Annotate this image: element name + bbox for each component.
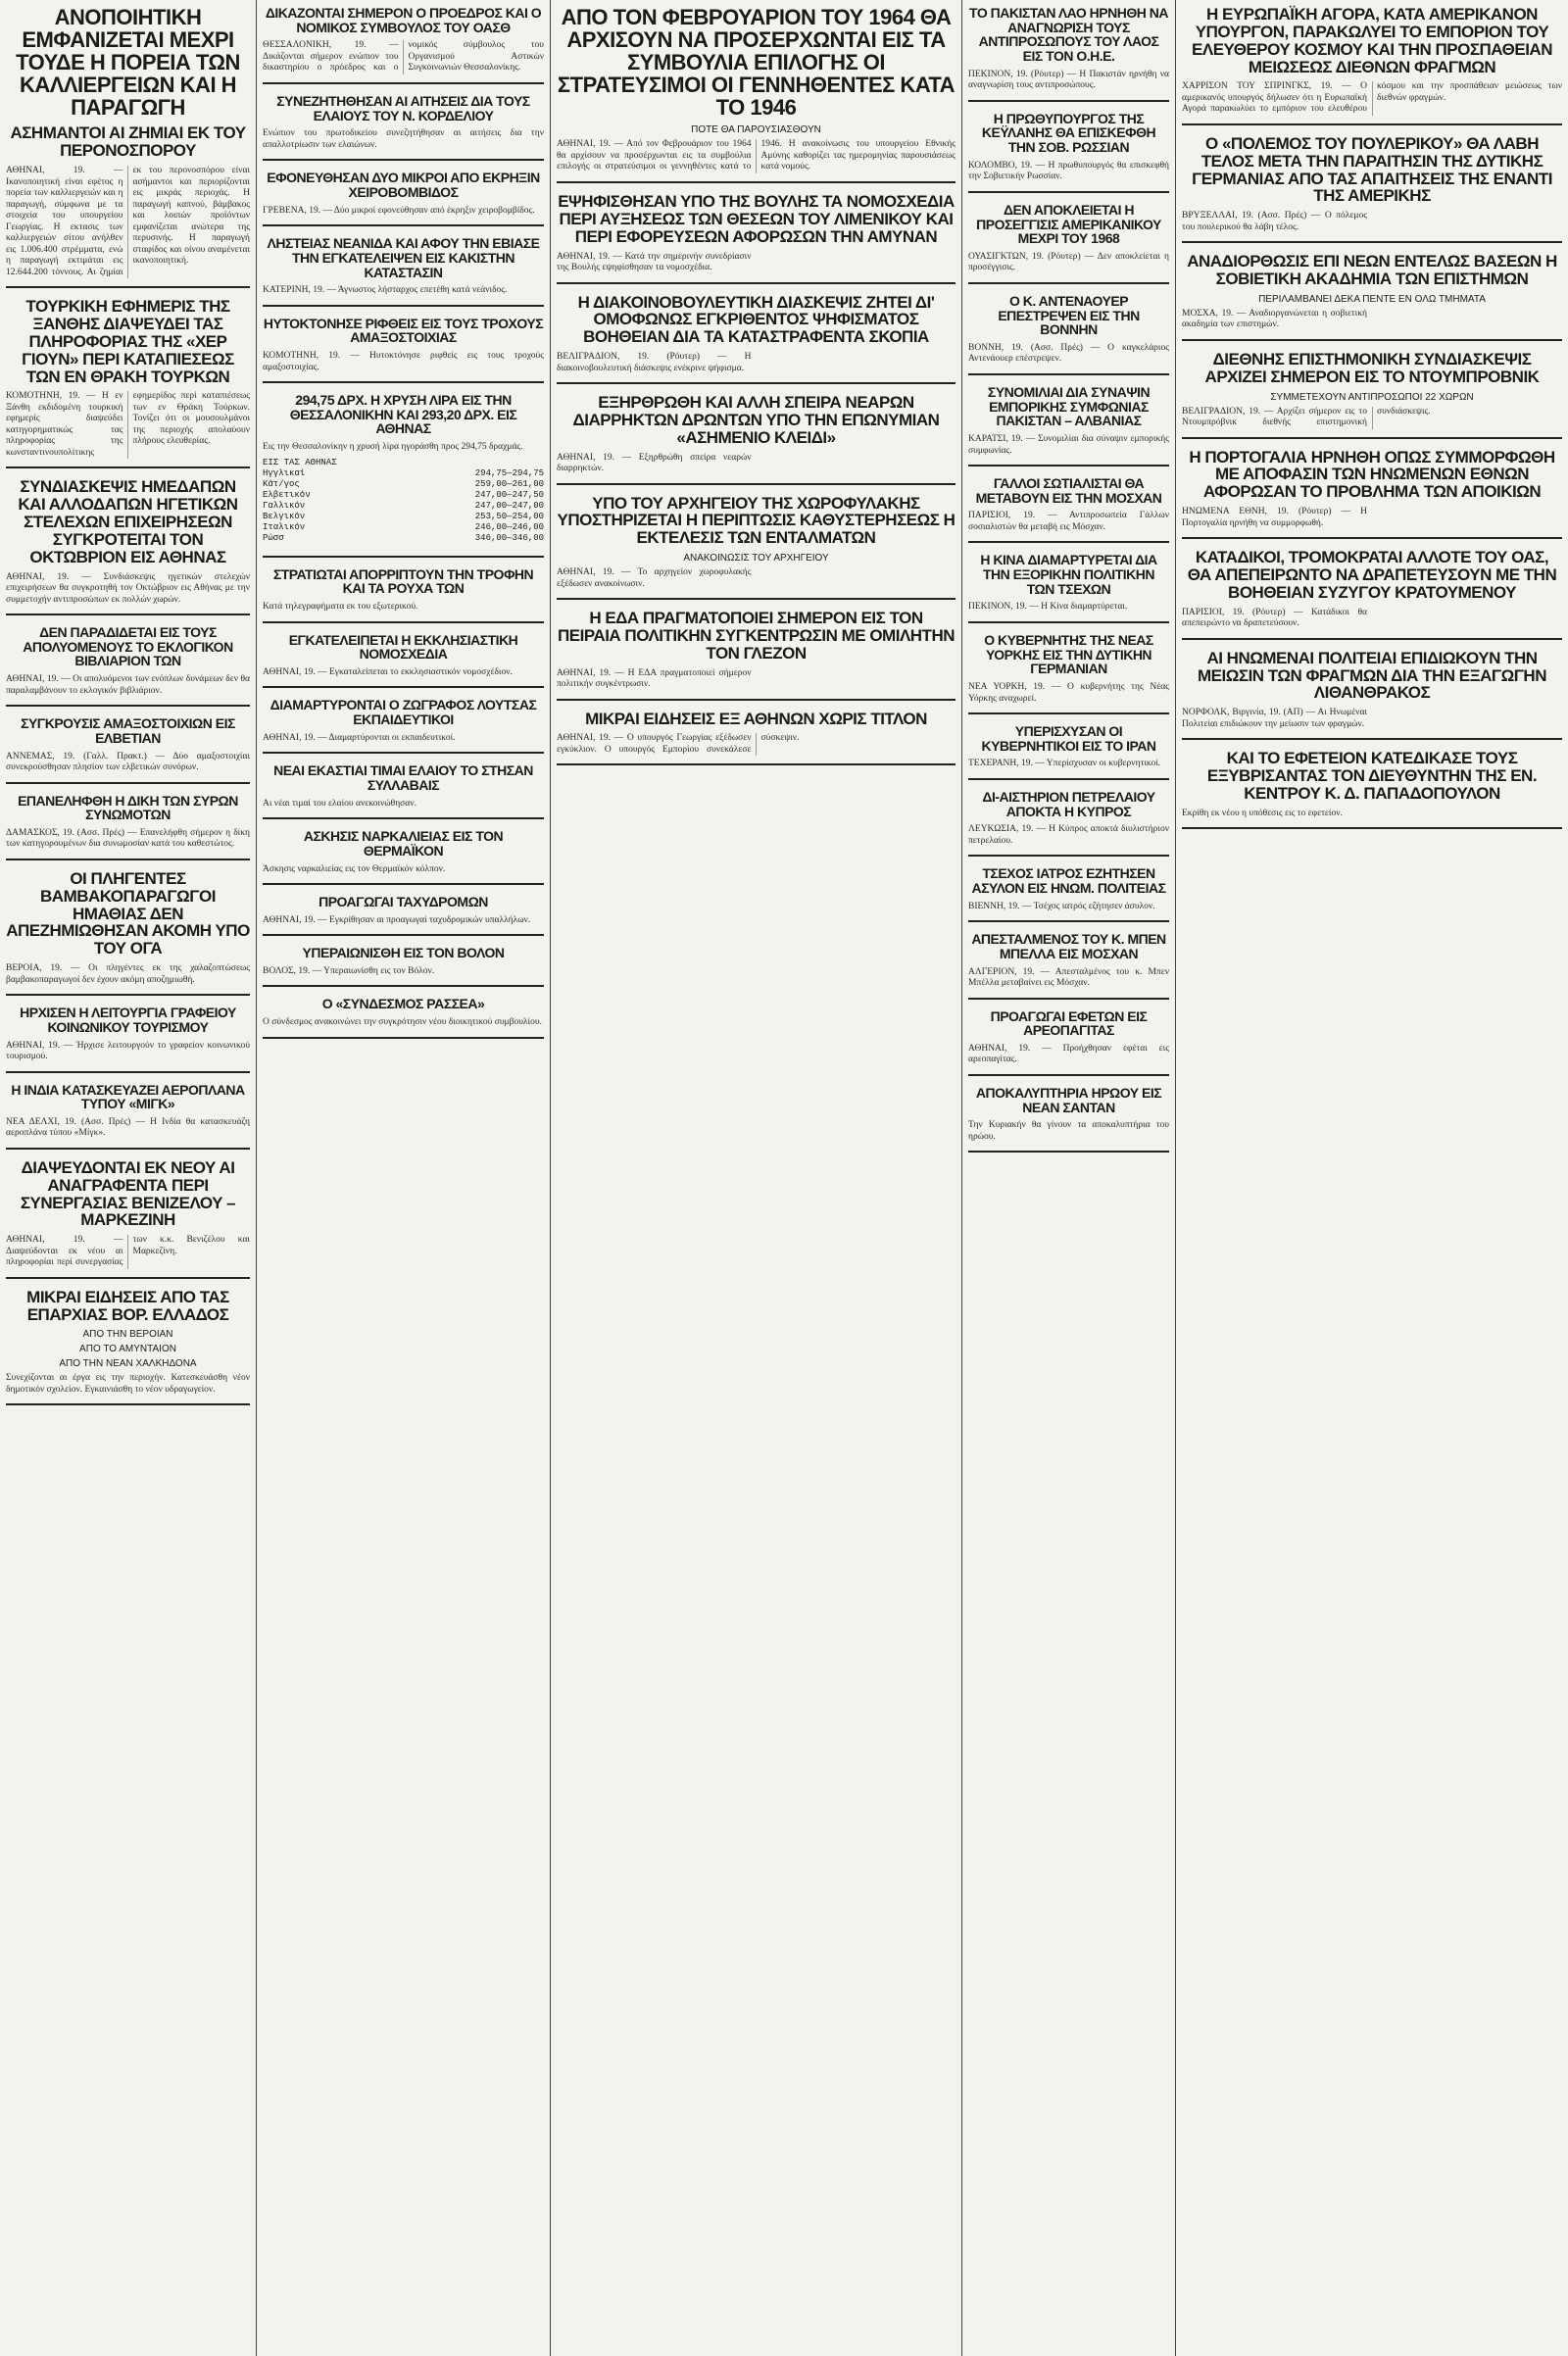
article-chicken-war xyxy=(1182,135,1562,243)
article-body: ΠΕΚΙΝΟΝ, 19. — Η Κίνα διαμαρτύρεται. xyxy=(968,602,1128,613)
gold-rate-row: Ηγγλικαί 294,75—294,75 xyxy=(263,467,544,478)
headline: ΣΥΓΚΡΟΥΣΙΣ ΑΜΑΞΟΣΤΟΙΧΙΩΝ ΕΙΣ ΕΛΒΕΤΙΑΝ xyxy=(21,715,235,746)
article-eda-rally xyxy=(557,610,956,701)
headline: ΣΤΡΑΤΙΩΤΑΙ ΑΠΟΡΡΙΠΤΟΥΝ ΤΗΝ ΤΡΟΦΗΝ ΚΑΙ ΤΑ ΡΟΥΧΑ ΤΩΝ xyxy=(272,565,534,597)
article-body: ΗΝΩΜΕΝΑ ΕΘΝΗ, 19. (Ρόυτερ) — Η Πορτογαλία ηρνήθη να συμμορφωθή. xyxy=(1182,507,1367,528)
article-body: ΚΟΜΟΤΗΝΗ, 19. — Η εν Ξάνθη εκδιδομένη τουρκική εφημερίς διαψεύδει κατηγορηματικώς τας πληροφορίας της κωνσταντινουπολίτικης εφημερίδος περί καταπιέσεως των εν Θράκη Τούρκων. Τονίζει ότι οι μουσουλμάνοι της περιοχής απολαύουν πλήρους ελευθερίας. xyxy=(6,391,250,458)
headline: ΕΠΑΝΕΛΗΦΘΗ Η ΔΙΚΗ ΤΩΝ ΣΥΡΩΝ ΣΥΝΩΜΟΤΩΝ xyxy=(18,792,238,823)
article-oasth-trial xyxy=(263,6,544,84)
article-association xyxy=(263,997,544,1038)
gold-rate-row: Ρώσσ 346,00—346,00 xyxy=(263,532,544,543)
article-body: Την Κυριακήν θα γίνουν τα αποκαλυπτήρια του ηρώου. xyxy=(968,1120,1169,1142)
article-ceylon-pm xyxy=(968,112,1169,193)
headline: Ο Κ. ΑΝΤΕΝΑΟΥΕΡ ΕΠΕΣΤΡΕΨΕΝ ΕΙΣ ΤΗΝ ΒΟΝΝΗΝ xyxy=(998,292,1140,338)
article-dubrovnik-conference xyxy=(1182,351,1562,439)
article-election-booklet xyxy=(6,625,250,707)
article-body: ΤΕΧΕΡΑΝΗ, 19. — Υπερίσχυσαν οι κυβερνητικοί. xyxy=(968,759,1161,769)
headline: ΑΝΑΔΙΟΡΘΩΣΙΣ ΕΠΙ ΝΕΩΝ ΕΝΤΕΛΩΣ ΒΑΣΕΩΝ Η ΣΟΒΙΕΤΙΚΗ ΑΚΑΔΗΜΙΑ ΤΩΝ ΕΠΙΣΤΗΜΩΝ xyxy=(1187,252,1557,289)
headline: ΣΥΝΕΖΗΤΗΘΗΣΑΝ ΑΙ ΑΙΤΗΣΕΙΣ ΔΙΑ ΤΟΥΣ ΕΛΑΙΟΥΣ ΤΟΥ Ν. ΚΟΡΔΕΛΙΟΥ xyxy=(276,92,530,123)
headline: ΤΟ ΠΑΚΙΣΤΑΝ ΛΑΟ ΗΡΝΗΘΗ ΝΑ ΑΝΑΓΝΩΡΙΣΗ ΤΟΥΣ ΑΝΤΙΠΡΟΣΩΠΟΥΣ ΤΟΥ ΛΑΟΣ ΕΙΣ ΤΟΝ Ο.Η.Ε. xyxy=(969,5,1168,65)
headline: Η ΕΥΡΩΠΑΪΚΗ ΑΓΟΡΑ, ΚΑΤΑ ΑΜΕΡΙΚΑΝΟΝ ΥΠΟΥΡΓΟΝ, ΠΑΡΑΚΩΛΥΕΙ ΤΟ ΕΜΠΟΡΙΟΝ ΤΟΥ ΕΛΕΥΘΕΡΟΥ ΚΟΣΜΟΥ ΚΑΙ ΤΗΝ ΠΡΟΣΠΑΘΕΙΑΝ ΜΕΙΩΣΕΩΣ ΔΙΕΘΝΩΝ ΦΡΑΓΜΩΝ xyxy=(1192,5,1552,76)
article-body: ΜΟΣΧΑ, 19. — Αναδιοργανώνεται η σοβιετική ακαδημία των επιστημών. xyxy=(1182,308,1367,330)
article-body: ΒΟΝΝΗ, 19. (Ασσ. Πρές) — Ο καγκελάριος Αντενάουερ επέστρεψεν. xyxy=(968,342,1169,365)
headline: ΠΡΟΑΓΩΓΑΙ ΤΑΧΥΔΡΟΜΩΝ xyxy=(318,894,488,909)
article-appeals-court xyxy=(1182,750,1562,829)
headline: ΣΥΝΔΙΑΣΚΕΨΙΣ ΗΜΕΔΑΠΩΝ ΚΑΙ ΑΛΛΟΔΑΠΩΝ ΗΓΕΤΙΚΩΝ ΣΤΕΛΕΧΩΝ ΕΠΙΧΕΙΡΗΣΕΩΝ ΣΥΓΚΡΟΤΕΙΤΑΙ ΤΟΝ ΟΚΤΩΒΡΙΟΝ ΕΙΣ ΑΘΗΝΑΣ xyxy=(18,477,238,566)
section-label: ΑΝΑΚΟΙΝΩΣΙΣ ΤΟΥ ΑΡΧΗΓΕΙΟΥ xyxy=(683,553,829,564)
headline: ΔΙ-ΑΙΣΤΗΡΙΟΝ ΠΕΤΡΕΛΑΙΟΥ ΑΠΟΚΤΑ Η ΚΥΠΡΟΣ xyxy=(982,788,1155,819)
headline: ΕΓΚΑΤΕΛΕΙΠΕΤΑΙ Η ΕΚΚΛΗΣΙΑΣΤΙΚΗ ΝΟΜΟΣΧΕΔΙΑ xyxy=(288,631,518,663)
headline: ΜΙΚΡΑΙ ΕΙΔΗΣΕΙΣ ΑΠΟ ΤΑΣ ΕΠΑΡΧΙΑΣ ΒΟΡ. ΕΛΛΑΔΟΣ xyxy=(26,1287,229,1324)
article-body: ΒΡΥΞΕΛΛΑΙ, 19. (Ασσ. Πρές) — Ο πόλεμος του πουλερικού θα λάβη τέλος. xyxy=(1182,211,1367,232)
article-church-bill xyxy=(263,633,544,689)
article-body: ΑΘΗΝΑΙ, 19. — Η ΕΔΑ πραγματοποιεί σήμερον πολιτικήν συγκέντρωσιν. xyxy=(557,667,752,690)
headline: ΥΠΕΡΑΙΩΝΙΣΘΗ ΕΙΣ ΤΟΝ ΒΟΛΟΝ xyxy=(302,945,505,961)
article-body: Κατά τηλεγραφήματα εκ του εξωτερικού. xyxy=(263,602,418,612)
article-provinces xyxy=(6,1289,250,1406)
section-label: ΑΠΟ ΤΗΝ ΝΕΑΝ ΧΑΛΚΗΔΟΝΑ xyxy=(59,1358,197,1370)
headline: ΛΗΣΤΕΙΑΣ ΝΕΑΝΙΔΑ ΚΑΙ ΑΦΟΥ ΤΗΝ ΕΒΙΑΣΕ ΤΗΝ ΕΓΚΑΤΕΛΕΙΨΕΝ ΕΙΣ ΚΑΚΙΣΤΗΝ ΚΑΤΑΣΤΑΣΙΝ xyxy=(267,235,540,280)
article-pakistan-laos xyxy=(968,6,1169,102)
headline: Η ΠΡΩΘΥΠΟΥΡΓΟΣ ΤΗΣ ΚΕΫΛΑΝΗΣ ΘΑ ΕΠΙΣΚΕΦΘΗ ΤΗΝ ΣΟΒ. ΡΩΣΣΙΑΝ xyxy=(981,110,1156,156)
headline: Η ΠΟΡΤΟΓΑΛΙΑ ΗΡΝΗΘΗ ΟΠΩΣ ΣΥΜΜΟΡΦΩΘΗ ΜΕ ΑΠΟΦΑΣΙΝ ΤΩΝ ΗΝΩΜΕΝΩΝ ΕΘΝΩΝ ΑΦΟΡΩΣΑΝ ΤΟ ΠΡΟΒΛΗΜΑ ΤΩΝ ΑΠΟΙΚΙΩΝ xyxy=(1189,447,1555,502)
article-body: Αι νέαι τιμαί του ελαίου ανεκοινώθησαν. xyxy=(263,798,416,809)
article-robbery xyxy=(263,236,544,307)
headline: ΕΦΟΝΕΥΘΗΣΑΝ ΔΥΟ ΜΙΚΡΟΙ ΑΠΟ ΕΚΡΗΞΙΝ ΧΕΙΡΟΒΟΜΒΙΔΟΣ xyxy=(267,170,540,200)
article-social-tourism xyxy=(6,1006,250,1072)
article-body: ΑΘΗΝΑΙ, 19. — Το αρχηγείον χωροφυλακής εξέδωσεν ανακοίνωσιν. xyxy=(557,567,752,589)
article-body: ΧΑΡΡΙΣΟΝ ΤΟΥ ΣΠΡΙΝΓΚΣ, 19. — Ο αμερικανός υπουργός δήλωσεν ότι η Ευρωπαϊκή Αγορά παρακωλύει το εμπόριον του ελευθέρου κόσμου και την προσπάθειαν μειώσεως των διεθνών φραγμών. xyxy=(1182,81,1562,115)
gold-rate-row: Ιταλικόν 246,00—246,00 xyxy=(263,521,544,532)
article-body: ΑΘΗΝΑΙ, 19. — Ο υπουργός Γεωργίας εξέδωσεν εγκύκλιον. Ο υπουργός Εμπορίου συνεκάλεσε σύσκεψιν. xyxy=(557,733,800,755)
section-label: ΑΠΟ ΤΗΝ ΒΕΡΟΙΑΝ xyxy=(82,1329,173,1341)
headline: ΤΟΥΡΚΙΚΗ ΕΦΗΜΕΡΙΣ ΤΗΣ ΞΑΝΘΗΣ ΔΙΑΨΕΥΔΕΙ ΤΑΣ ΠΛΗΡΟΦΟΡΙΑΣ ΤΗΣ «ΧΕΡ ΓΙΟΥΝ» ΠΕΡΙ ΚΑΤΑΠΙΕΣΕΩΣ ΤΩΝ ΕΝ ΘΡΑΚΗ ΤΟΥΡΚΩΝ xyxy=(22,297,234,386)
article-body: ΑΝΝΕΜΑΣ, 19. (Γαλλ. Πρακτ.) — Δύο αμαξοστοιχίαι συνεκρούσθησαν πλησίον των ελβετικών συνόρων. xyxy=(6,751,250,773)
article-ben-bella-envoy xyxy=(968,932,1169,999)
gold-rate-row: Ελβετικόν 247,00—247,50 xyxy=(263,489,544,500)
headline: ΔΙΕΘΝΗΣ ΕΠΙΣΤΗΜΟΝΙΚΗ ΣΥΝΔΙΑΣΚΕΨΙΣ ΑΡΧΙΖΕΙ ΣΗΜΕΡΟΝ ΕΙΣ ΤΟ ΝΤΟΥΜΠΡΟΒΝΙΚ xyxy=(1204,349,1540,386)
article-monument xyxy=(968,1086,1169,1153)
headline: ΔΙΑΜΑΡΤΥΡΟΝΤΑΙ Ο ΖΩΓΡΑΦΟΣ ΛΟΥΤΣΑΣ ΕΚΠΑΙΔΕΥΤΙΚΟΙ xyxy=(270,697,537,728)
article-body: ΑΘΗΝΑΙ, 19. — Ικανοποιητική είναι εφέτος η πορεία των καλλιεργειών και η παραγωγή, σύμφωνα με τα στοιχεία του υπουργείου Γεωργίας. Η εκτασις των καλλιεργειών σίτου ανήλθεν εις 1.006.400 στρέμματα, ενώ η παραγωγή εκτιμάται εις 12.644.200 τόννους. Αι ζημίαι εκ του περονοσπόρου είναι ασήμαντοι και περιορίζονται εις μικράς περιοχάς. Η παραγωγή καπνού, βάμβακος και λοιπών προϊόντων εμφανίζεται ανώτερα της περυσινής. Η παραγωγή σταφίδος και οίνου αναμένεται ικανοποιητική. xyxy=(6,166,250,277)
article-minesweeping xyxy=(263,829,544,885)
article-body: ΚΑΤΕΡΙΝΗ, 19. — Άγνωστος λήσταρχος επετέθη κατά νεάνιδος. xyxy=(263,285,508,296)
column-4 xyxy=(962,0,1176,2356)
article-body: ΓΡΕΒΕΝΑ, 19. — Δύο μικροί εφονεύθησαν από έκρηξιν χειροβομβίδος. xyxy=(263,205,535,216)
article-body: ΠΑΡΙΣΙΟΙ, 19. — Αντιπροσωπεία Γάλλων σοσιαλιστών θα μεταβή εις Μόσχαν. xyxy=(968,511,1169,532)
article-body: Συνεχίζονται αι έργα εις την περιοχήν. Κατεσκευάσθη νέον δημοτικόν σχολείον. Εγκαινιάσθη το νέον υδραγωγείον. xyxy=(6,1373,250,1395)
headline: ΠΡΟΑΓΩΓΑΙ ΕΦΕΤΩΝ ΕΙΣ ΑΡΕΟΠΑΓΙΤΑΣ xyxy=(990,1007,1148,1039)
article-oil-prices xyxy=(263,763,544,819)
article-body: ΑΘΗΝΑΙ, 19. — Κατά την σημερινήν συνεδρίασιν της Βουλής εψηφίσθησαν τα νομοσχέδια. xyxy=(557,251,752,272)
column-5 xyxy=(1176,0,1568,2356)
article-portugal-colonies xyxy=(1182,449,1562,540)
column-3 xyxy=(551,0,962,2356)
article-judges-promotions xyxy=(968,1009,1169,1076)
headline: ΥΠΕΡΙΣΧΥΣΑΝ ΟΙ ΚΥΒΕΡΝΗΤΙΚΟΙ ΕΙΣ ΤΟ ΙΡΑΝ xyxy=(981,723,1156,754)
headline: ΑΠΟ ΤΟΝ ΦΕΒΡΟΥΑΡΙΟΝ ΤΟΥ 1964 ΘΑ ΑΡΧΙΣΟΥΝ ΝΑ ΠΡΟΣΕΡΧΩΝΤΑΙ ΕΙΣ ΤΑ ΣΥΜΒΟΥΛΙΑ ΕΠΙΛΟΓΗΣ ΟΙ ΣΤΡΑΤΕΥΣΙΜΟΙ ΟΙ ΓΕΝΝΗΘΕΝΤΕΣ ΚΑΤΑ ΤΟ 1946 xyxy=(557,5,956,121)
article-czech-doctor xyxy=(968,866,1169,922)
column-1 xyxy=(0,0,257,2356)
headline: Η ΚΙΝΑ ΔΙΑΜΑΡΤΥΡΕΤΑΙ ΔΙΑ ΤΗΝ ΕΞΟΡΙΚΗΝ ΠΟΛΙΤΙΚΗΝ ΤΩΝ ΤΣΕΧΩΝ xyxy=(980,552,1157,597)
article-crops xyxy=(6,6,250,288)
article-body: ΑΘΗΝΑΙ, 19. — Εξηρθρώθη σπείρα νεαρών διαρρηκτών. xyxy=(557,452,752,474)
article-body: ΟΥΑΣΙΓΚΤΩΝ, 19. (Ρόυτερ) — Δεν αποκλείεται η προσέγγισις. xyxy=(968,251,1169,273)
headline: ΕΞΗΡΘΡΩΘΗ ΚΑΙ ΑΛΛΗ ΣΠΕΙΡΑ ΝΕΑΡΩΝ ΔΙΑΡΡΗΚΤΩΝ ΔΡΩΝΤΩΝ ΥΠΟ ΤΗΝ ΕΠΩΝΥΜΙΑΝ «ΑΣΗΜΕΝΙΟ ΚΛΕΙΔΙ» xyxy=(572,393,940,447)
headline: 294,75 ΔΡΧ. Η ΧΡΥΣΗ ΛΙΡΑ ΕΙΣ ΤΗΝ ΘΕΣΣΑΛΟΝΙΚΗΝ ΚΑΙ 293,20 ΔΡΧ. ΕΙΣ ΑΘΗΝΑΣ xyxy=(289,392,517,437)
headline: Η ΕΔΑ ΠΡΑΓΜΑΤΟΠΟΙΕΙ ΣΗΜΕΡΟΝ ΕΙΣ ΤΟΝ ΠΕΙΡΑΙΑ ΠΟΛΙΤΙΚΗΝ ΣΥΓΚΕΝΤΡΩΣΙΝ ΜΕ ΟΜΙΛΗΤΗΝ ΤΟΝ ΓΛΕΖΟΝ xyxy=(558,609,955,663)
article-body: ΒΕΛΙΓΡΑΔΙΟΝ, 19. — Αρχίζει σήμερον εις το Ντουμπρόβνικ διεθνής επιστημονική συνδιάσκεψις. xyxy=(1182,406,1431,428)
headline: ΕΨΗΦΙΣΘΗΣΑΝ ΥΠΟ ΤΗΣ ΒΟΥΛΗΣ ΤΑ ΝΟΜΟΣΧΕΔΙΑ ΠΕΡΙ ΑΥΞΗΣΕΩΣ ΤΩΝ ΘΕΣΕΩΝ ΤΟΥ ΛΙΜΕΝΙΚΟΥ ΚΑΙ ΠΕΡΙ ΕΦΟΡΕΥΣΕΩΝ ΑΦΟΡΩΣΩΝ ΤΗΝ ΑΜΥΝΑΝ xyxy=(558,191,955,246)
article-body: ΑΘΗΝΑΙ, 19. — Συνδιάσκεψις ηγετικών στελεχών επιχειρήσεων θα συγκροτηθή τον Οκτώβριον εις Αθήνας με την συμμετοχήν αντιπροσώπων εκ πολλών χωρών. xyxy=(6,571,250,605)
article-body: ΚΑΡΑΤΣΙ, 19. — Συνομιλίαι δια σύναψιν εμπορικής συμφωνίας. xyxy=(968,434,1169,456)
headline: ΓΑΛΛΟΙ ΣΩΤΙΑΛΙΣΤΑΙ ΘΑ ΜΕΤΑΒΟΥΝ ΕΙΣ ΤΗΝ ΜΟΣΧΑΝ xyxy=(975,475,1162,506)
headline: ΑΣΚΗΣΙΣ ΝΑΡΚΑΛΙΕΙΑΣ ΕΙΣ ΤΟΝ ΘΕΡΜΑΪΚΟΝ xyxy=(303,828,504,859)
gold-rate-row: Γαλλικόν 247,00—247,00 xyxy=(263,500,544,511)
article-skopje-aid xyxy=(557,294,956,385)
article-body: ΘΕΣΣΑΛΟΝΙΚΗ, 19. — Δικάζονται σήμερον ενώπιον του δικαστηρίου ο πρόεδρος και ο νομικός σύμβουλος του Οργανισμού Αστικών Συγκοινωνιών Θεσσαλονίκης. xyxy=(263,40,544,74)
article-cyprus-refinery xyxy=(968,790,1169,857)
article-gendarmerie xyxy=(557,495,956,601)
headline: ΟΙ ΠΛΗΓΕΝΤΕΣ ΒΑΜΒΑΚΟΠΑΡΑΓΩΓΟΙ ΗΜΑΘΙΑΣ ΔΕΝ ΑΠΕΖΗΜΙΩΘΗΣΑΝ ΑΚΟΜΗ ΥΠΟ ΤΟΥ ΟΓΑ xyxy=(6,868,250,958)
article-body: ΑΘΗΝΑΙ, 19. — Από τον Φεβρουάριον του 1964 θα αρχίσουν να προσέρχωνται εις τα συμβούλια επιλογής οι στρατεύσιμοι οι γεννηθέντες κατά το 1946. Η ανακοίνωσις του υπουργείου Εθνικής Αμύνης καθορίζει τας ημερομηνίας παρουσιάσεως κατά νομούς. xyxy=(557,139,956,172)
article-soldiers xyxy=(263,567,544,623)
article-body: ΠΕΚΙΝΟΝ, 19. (Ρόυτερ) — Η Πακιστάν ηρνήθη να αναγνωρίση τους αντιπροσώπους. xyxy=(968,69,1169,91)
article-body: ΛΕΥΚΩΣΙΑ, 19. — Η Κύπρος αποκτά διυλιστήριον πετρελαίου. xyxy=(968,824,1169,846)
headline: ΣΥΝΟΜΙΛΙΑΙ ΔΙΑ ΣΥΝΑΨΙΝ ΕΜΠΟΡΙΚΗΣ ΣΥΜΦΩΝΙΑΣ ΠΑΚΙΣΤΑΝ – ΑΛΒΑΝΙΑΣ xyxy=(987,383,1151,429)
article-turkish-paper xyxy=(6,298,250,468)
article-olive-groves xyxy=(263,94,544,161)
headline: ΝΕΑΙ ΕΚΑΣΤΙΑΙ ΤΙΜΑΙ ΕΛΑΙΟΥ ΤΟ ΣΤΗΣΑΝ ΣΥΛΛΑΒΑΙΣ xyxy=(273,762,533,793)
article-venizelos-markezinis xyxy=(6,1159,250,1279)
article-conscripts-1946 xyxy=(557,6,956,183)
article-body: ΒΟΛΟΣ, 19. — Υπεραιωνίσθη εις τον Βόλον. xyxy=(263,965,435,976)
article-body: ΑΘΗΝΑΙ, 19. — Διαψεύδονται εκ νέου αι πληροφορίαι περί συνεργασίας των κ.κ. Βενιζέλου και Μαρκεζίνη. xyxy=(6,1235,250,1268)
headline: Ο ΚΥΒΕΡΝΗΤΗΣ ΤΗΣ ΝΕΑΣ ΥΟΡΚΗΣ ΕΙΣ ΤΗΝ ΔΥΤΙΚΗΝ ΓΕΡΜΑΝΙΑΝ xyxy=(984,631,1153,677)
article-soviet-academy xyxy=(1182,253,1562,341)
headline: ΔΙΑΨΕΥΔΟΝΤΑΙ ΕΚ ΝΕΟΥ ΑΙ ΑΝΑΓΡΑΦΕΝΤΑ ΠΕΡΙ ΣΥΝΕΡΓΑΣΙΑΣ ΒΕΝΙΖΕΛΟΥ – ΜΑΡΚΕΖΙΝΗ xyxy=(20,1157,236,1230)
headline: ΑΝΟΠΟΙΗΤΙΚΗ ΕΜΦΑΝΙΖΕΤΑΙ ΜΕΧΡΙ ΤΟΥΔΕ Η ΠΟΡΕΙΑ ΤΩΝ ΚΑΛΛΙΕΡΓΕΙΩΝ ΚΑΙ Η ΠΑΡΑΓΩΓΗ xyxy=(16,5,240,121)
gold-rate-row: Κάτ/γος 259,00—261,00 xyxy=(263,478,544,489)
article-body: Ενώπιον του πρωτοδικείου συνεζητήθησαν αι αιτήσεις δια την απαλλοτρίωσιν των ελαιώνων. xyxy=(263,128,544,150)
article-body: ΑΘΗΝΑΙ, 19. — Οι απολυόμενοι των ενόπλων δυνάμεων δεν θα παραλαμβάνουν το εκλογικόν βιβλιάριον. xyxy=(6,674,250,696)
article-body: Εις την Θεσσαλονίκην η χρυσή λίρα ηγοράσθη προς 294,75 δραχμάς. xyxy=(263,442,523,453)
section-label: ΠΕΡΙΛΑΜΒΑΝΕΙ ΔΕΚΑ ΠΕΝΤΕ ΕΝ ΟΛΩ ΤΜΗΜΑΤΑ xyxy=(1258,293,1486,305)
article-american-1968 xyxy=(968,203,1169,284)
article-protest xyxy=(263,698,544,754)
headline: ΔΙΚΑΖΟΝΤΑΙ ΣΗΜΕΡΟΝ Ο ΠΡΟΕΔΡΟΣ ΚΑΙ Ο ΝΟΜΙΚΟΣ ΣΥΜΒΟΥΛΟΣ ΤΟΥ ΟΑΣΘ xyxy=(265,5,542,35)
headline: Η ΙΝΔΙΑ ΚΑΤΑΣΚΕΥΑΖΕΙ ΑΕΡΟΠΛΑΝΑ ΤΥΠΟΥ «ΜΙΓΚ» xyxy=(11,1081,245,1112)
article-body: ΠΑΡΙΣΙΟΙ, 19. (Ρόυτερ) — Κατάδικοι θα απεπειρώντο να δραπετεύσουν. xyxy=(1182,607,1367,629)
headline: ΤΣΕΧΟΣ ΙΑΤΡΟΣ ΕΖΗΤΗΣΕΝ ΑΣΥΛΟΝ ΕΙΣ ΗΝΩΜ. ΠΟΛΙΤΕΙΑΣ xyxy=(971,865,1166,896)
headline: Η ΔΙΑΚΟΙΝΟΒΟΥΛΕΥΤΙΚΗ ΔΙΑΣΚΕΨΙΣ ΖΗΤΕΙ ΔΙ' ΟΜΟΦΩΝΩΣ ΕΓΚΡΙΘΕΝΤΟΣ ΨΗΦΙΣΜΑΤΟΣ ΒΟΗΘΕΙΑΝ ΔΙΑ ΤΑ ΚΑΤΑΣΤΡΑΦΕΝΤΑ ΣΚΟΠΙΑ xyxy=(577,292,935,347)
headline: ΜΙΚΡΑΙ ΕΙΔΗΣΕΙΣ ΕΞ ΑΘΗΝΩΝ ΧΩΡΙΣ ΤΙΤΛΟΝ xyxy=(585,709,927,728)
article-grenade xyxy=(263,171,544,226)
article-volos xyxy=(263,946,544,987)
article-european-market xyxy=(1182,6,1562,125)
subheadline: ΑΣΗΜΑΝΤΟΙ ΑΙ ΖΗΜΙΑΙ ΕΚ ΤΟΥ ΠΕΡΟΝΟΣΠΟΡΟΥ xyxy=(10,123,246,161)
article-body: ΑΘΗΝΑΙ, 19. — Διαμαρτύρονται οι εκπαιδευτικοί. xyxy=(263,732,456,743)
article-pakistan-albania xyxy=(968,385,1169,466)
headline: ΥΠΟ ΤΟΥ ΑΡΧΗΓΕΙΟΥ ΤΗΣ ΧΩΡΟΦΥΛΑΚΗΣ ΥΠΟΣΤΗΡΙΖΕΤΑΙ Η ΠΕΡΙΠΤΩΣΙΣ ΚΑΘΥΣΤΕΡΗΣΕΩΣ Η ΕΚΤΕΛΕΣΙΣ ΤΩΝ ΕΝΤΑΛΜΑΤΩΝ xyxy=(557,493,956,548)
headline: ΑΠΕΣΤΑΛΜΕΝΟΣ ΤΟΥ Κ. ΜΠΕΝ ΜΠΕΛΛΑ ΕΙΣ ΜΟΣΧΑΝ xyxy=(971,931,1166,961)
headline: Ο «ΣΥΝΔΕΣΜΟΣ ΡΑΣΣΕΑ» xyxy=(321,996,485,1012)
article-train-collision xyxy=(6,716,250,783)
article-silver-key-gang xyxy=(557,394,956,485)
article-body: ΑΘΗΝΑΙ, 19. — Εγκρίθησαν αι προαγωγαί ταχυδρομικών υπαλλήλων. xyxy=(263,914,531,925)
article-body: ΑΛΓΕΡΙΟΝ, 19. — Απεσταλμένος του κ. Μπεν Μπέλλα μεταβαίνει εις Μόσχαν. xyxy=(968,966,1169,988)
article-french-socialists xyxy=(968,476,1169,543)
article-adenauer xyxy=(968,294,1169,375)
article-body: Εκρίθη εκ νέου η υπόθεσις εις το εφετείον. xyxy=(1182,808,1343,818)
headline: ΗΥΤΟΚΤΟΝΗΣΕ ΡΙΦΘΕΙΣ ΕΙΣ ΤΟΥΣ ΤΡΟΧΟΥΣ ΑΜΑΞΟΣΤΟΙΧΙΑΣ xyxy=(263,315,544,346)
column-2 xyxy=(257,0,551,2356)
headline: ΑΠΟΚΑΛΥΠΤΗΡΙΑ ΗΡΩΟΥ ΕΙΣ ΝΕΑΝ ΣΑΝΤΑΝ xyxy=(975,1084,1162,1115)
section-label: ΑΠΟ ΤΟ ΑΜΥΝΤΑΙΟΝ xyxy=(79,1344,176,1355)
headline: ΔΕΝ ΑΠΟΚΛΕΙΕΤΑΙ Η ΠΡΟΣΕΓΓΙΣΙΣ ΑΜΕΡΙΚΑΝΙΚΟΥ ΜΕΧΡΙ ΤΟΥ 1968 xyxy=(976,201,1161,247)
headline: ΑΙ ΗΝΩΜΕΝΑΙ ΠΟΛΙΤΕΙΑΙ ΕΠΙΔΙΩΚΟΥΝ ΤΗΝ ΜΕΙΩΣΙΝ ΤΩΝ ΦΡΑΓΜΩΝ ΔΙΑ ΤΗΝ ΕΞΑΓΩΓΗΝ ΛΙΘΑΝΘΡΑΚΟΣ xyxy=(1198,648,1546,703)
headline: Ο «ΠΟΛΕΜΟΣ ΤΟΥ ΠΟΥΛΕΡΙΚΟΥ» ΘΑ ΛΑΒΗ ΤΕΛΟΣ ΜΕΤΑ ΤΗΝ ΠΑΡΑΙΤΗΣΙΝ ΤΗΣ ΔΥΤΙΚΗΣ ΓΕΡΜΑΝΙΑΣ ΑΠΟ ΤΑΣ ΑΠΑΙΤΗΣΕΙΣ ΤΗΣ ΕΝΑΝΤΙ ΤΗΣ ΑΜΕΡΙΚΗΣ xyxy=(1192,133,1552,206)
article-body: ΒΙΕΝΝΗ, 19. — Τσέχος ιατρός εζήτησεν άσυλον. xyxy=(968,901,1155,911)
article-india-mig xyxy=(6,1083,250,1150)
article-athens-briefs xyxy=(557,711,956,766)
article-body: ΝΟΡΦΟΛΚ, Βιργινία, 19. (ΑΠ) — Αι Ηνωμέναι Πολιτείαι επιδιώκουν την μείωσιν των φραγμών. xyxy=(1182,708,1367,729)
article-body: ΑΘΗΝΑΙ, 19. — Ήρχισε λειτουργούν το γραφείον κοινωνικού τουρισμού. xyxy=(6,1040,250,1061)
article-iran xyxy=(968,724,1169,780)
section-label: ΠΟΤΕ ΘΑ ΠΑΡΟΥΣΙΑΣΘΟΥΝ xyxy=(691,124,821,136)
gold-rates-table xyxy=(263,458,544,544)
article-body: ΝΕΑ ΔΕΛΧΙ, 19. (Ασσ. Πρές) — Η Ινδία θα κατασκευάζη αεροπλάνα τύπου «Μίγκ». xyxy=(6,1116,250,1139)
article-body: Άσκησις ναρκαλιείας εις τον Θερμαϊκόν κόλπον. xyxy=(263,863,446,874)
article-gold-lira xyxy=(263,393,544,558)
article-body: Ο σύνδεσμος ανακοινώνει την συγκρότησιν νέου διοικητικού συμβουλίου. xyxy=(263,1017,542,1028)
article-body: ΔΑΜΑΣΚΟΣ, 19. (Ασσ. Πρές) — Επανελήφθη σήμερον η δίκη των κατηγορουμένων δια συνωμοσίαν κατά του καθεστώτος. xyxy=(6,827,250,850)
article-body: ΑΘΗΝΑΙ, 19. — Εγκαταλείπεται το εκκλησιαστικόν νομοσχέδιον. xyxy=(263,666,513,677)
article-syrian-trial xyxy=(6,794,250,860)
headline: ΔΕΝ ΠΑΡΑΔΙΔΕΤΑΙ ΕΙΣ ΤΟΥΣ ΑΠΟΛΥΟΜΕΝΟΥΣ ΤΟ ΕΚΛΟΓΙΚΟΝ ΒΙΒΛΙΑΡΙΟΝ ΤΩΝ xyxy=(23,624,233,669)
article-china-protest xyxy=(968,553,1169,623)
article-body: ΚΟΛΟΜΒΟ, 19. — Η πρωθυπουργός θα επισκεφθή την Σοβιετικήν Ρωσσίαν. xyxy=(968,160,1169,182)
article-cotton-growers xyxy=(6,870,250,996)
article-conference xyxy=(6,478,250,615)
headline: ΚΑΤΑΔΙΚΟΙ, ΤΡΟΜΟΚΡΑΤΑΙ ΑΛΛΟΤΕ ΤΟΥ ΟΑΣ, ΘΑ ΑΠΕΠΕΙΡΩΝΤΟ ΝΑ ΔΡΑΠΕΤΕΥΣΟΥΝ ΜΕ ΤΗΝ ΒΟΗΘΕΙΑΝ ΣΥΖΥΓΟΥ ΚΡΑΤΟΥΜΕΝΟΥ xyxy=(1187,548,1557,602)
article-coal-exports xyxy=(1182,650,1562,741)
article-postal-promotions xyxy=(263,895,544,936)
section-label: ΣΥΜΜΕΤΕΧΟΥΝ ΑΝΤΙΠΡΟΣΩΠΟΙ 22 ΧΩΡΩΝ xyxy=(1270,391,1474,403)
article-oas-escape xyxy=(1182,549,1562,640)
article-parliament-bills xyxy=(557,193,956,284)
article-body: ΑΘΗΝΑΙ, 19. — Προήχθησαν εφέται εις αρεοπαγίτας. xyxy=(968,1043,1169,1065)
article-body: ΝΕΑ ΥΟΡΚΗ, 19. — Ο κυβερνήτης της Νέας Υόρκης αναχωρεί. xyxy=(968,682,1169,704)
article-body: ΒΕΡΟΙΑ, 19. — Οι πληγέντες εκ της χαλαζοπτώσεως βαμβακοπαραγωγοί δεν έχουν ακόμη αποζημιωθή. xyxy=(6,963,250,985)
headline: ΚΑΙ ΤΟ ΕΦΕΤΕΙΟΝ ΚΑΤΕΔΙΚΑΣΕ ΤΟΥΣ ΕΞΥΒΡΙΣΑΝΤΑΣ ΤΟΝ ΔΙΕΥΘΥΝΤΗΝ ΤΗΣ ΕΝ. ΚΕΝΤΡΟΥ Κ. Δ. ΠΑΠΑΔΟΠΟΥΛΟΝ xyxy=(1206,749,1538,803)
article-body: ΚΟΜΟΤΗΝΗ, 19. — Ηυτοκτόνησε ριφθείς εις τους τροχούς αμαξοστοιχίας. xyxy=(263,351,544,372)
article-body: ΒΕΛΙΓΡΑΔΙΟΝ, 19. (Ρόυτερ) — Η διακοινοβουλευτική διάσκεψις ενέκρινε ψήφισμα. xyxy=(557,352,752,373)
gold-rates-title: ΕΙΣ ΤΑΣ ΑΘΗΝΑΣ xyxy=(263,457,337,467)
article-ny-governor xyxy=(968,633,1169,714)
article-suicide xyxy=(263,317,544,383)
headline: ΗΡΧΙΣΕΝ Η ΛΕΙΤΟΥΡΓΙΑ ΓΡΑΦΕΙΟΥ ΚΟΙΝΩΝΙΚΟΥ ΤΟΥΡΙΣΜΟΥ xyxy=(20,1005,236,1035)
gold-rate-row: Βελγικόν 253,50—254,00 xyxy=(263,511,544,521)
